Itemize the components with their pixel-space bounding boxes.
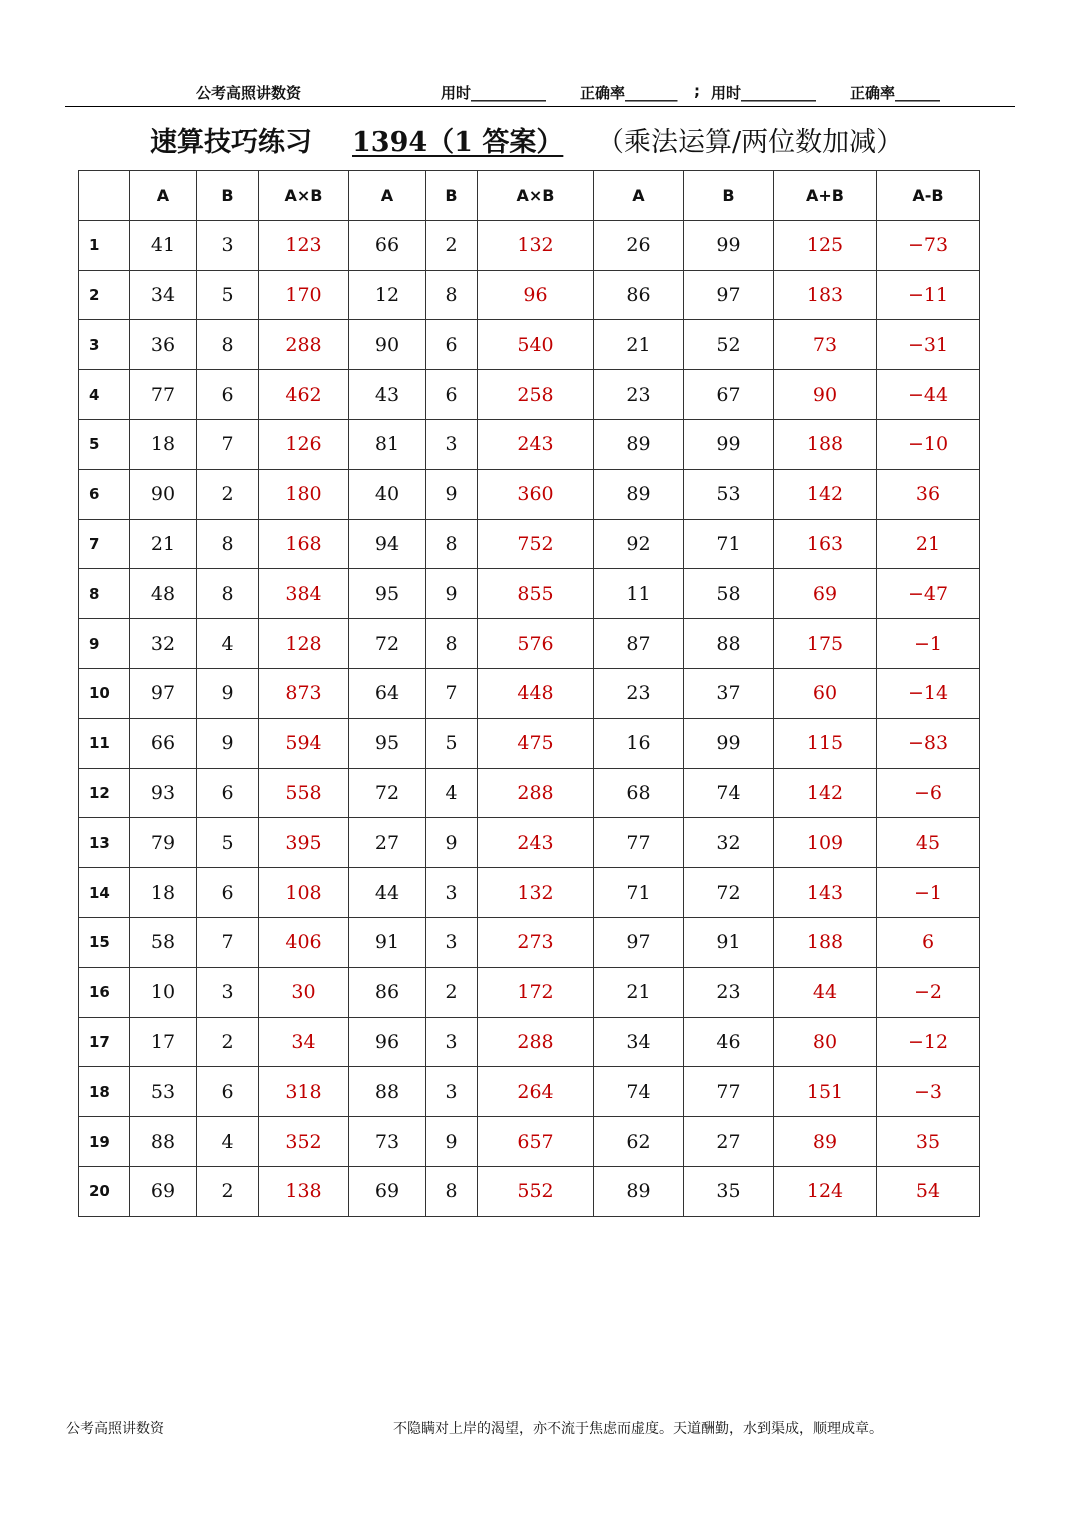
operand-cell: 9 — [426, 469, 478, 519]
footer-motto: 不隐瞒对上岸的渴望，亦不流于焦虑而虚度。天道酬勤，水到渠成，顺理成章。 — [393, 1421, 883, 1437]
table-row — [79, 619, 980, 669]
operand-cell: 8 — [197, 519, 259, 569]
operand-cell: 27 — [684, 1117, 774, 1167]
operand-cell: 8 — [197, 569, 259, 619]
answer-cell: 132 — [478, 868, 594, 918]
column-header — [79, 171, 130, 221]
answer-cell: 258 — [478, 370, 594, 420]
operand-cell: 2 — [197, 1017, 259, 1067]
table-row — [79, 569, 980, 619]
operand-cell: 34 — [594, 1017, 684, 1067]
operand-cell: 64 — [349, 668, 426, 718]
answer-cell: 128 — [259, 619, 349, 669]
operand-cell: 79 — [130, 818, 197, 868]
operand-cell: 7 — [426, 668, 478, 718]
table-body — [79, 220, 980, 1216]
accuracy-label-2: 正确率 — [850, 84, 896, 102]
operand-cell: 6 — [426, 320, 478, 370]
operand-cell: 9 — [197, 718, 259, 768]
answer-cell: −73 — [877, 220, 980, 270]
operand-cell: 77 — [130, 370, 197, 420]
column-header: A — [130, 171, 197, 221]
operand-cell: 68 — [594, 768, 684, 818]
row-number: 20 — [79, 1166, 130, 1216]
answer-cell: 873 — [259, 668, 349, 718]
operand-cell: 74 — [594, 1067, 684, 1117]
operand-cell: 72 — [684, 868, 774, 918]
worksheet-title — [0, 116, 1080, 160]
operand-cell: 21 — [594, 967, 684, 1017]
operand-cell: 12 — [349, 270, 426, 320]
operand-cell: 9 — [426, 818, 478, 868]
operand-cell: 77 — [594, 818, 684, 868]
answer-cell: 6 — [877, 917, 980, 967]
row-number: 16 — [79, 967, 130, 1017]
operand-cell: 94 — [349, 519, 426, 569]
column-header: A×B — [259, 171, 349, 221]
operand-cell: 2 — [426, 220, 478, 270]
answer-cell: 168 — [259, 519, 349, 569]
row-number: 1 — [79, 220, 130, 270]
table-row — [79, 370, 980, 420]
answer-cell: −83 — [877, 718, 980, 768]
answer-cell: 752 — [478, 519, 594, 569]
answer-cell: 163 — [774, 519, 877, 569]
operand-cell: 71 — [684, 519, 774, 569]
answer-cell: 448 — [478, 668, 594, 718]
table-row — [79, 868, 980, 918]
answer-cell: 123 — [259, 220, 349, 270]
operand-cell: 74 — [684, 768, 774, 818]
table-row — [79, 270, 980, 320]
operand-cell: 3 — [426, 917, 478, 967]
time-field-2: 用时__________ — [711, 84, 817, 102]
answer-cell: −47 — [877, 569, 980, 619]
row-number: 19 — [79, 1117, 130, 1167]
operand-cell: 35 — [684, 1166, 774, 1216]
footer-brand: 公考高照讲数资 — [66, 1421, 164, 1437]
operand-cell: 9 — [426, 569, 478, 619]
operand-cell: 32 — [130, 619, 197, 669]
column-header: A — [349, 171, 426, 221]
operand-cell: 81 — [349, 419, 426, 469]
operand-cell: 67 — [684, 370, 774, 420]
table-row — [79, 1166, 980, 1216]
operand-cell: 58 — [130, 917, 197, 967]
answer-cell: 36 — [877, 469, 980, 519]
answer-cell: −10 — [877, 419, 980, 469]
answer-cell: 124 — [774, 1166, 877, 1216]
answer-cell: 73 — [774, 320, 877, 370]
table-row — [79, 1067, 980, 1117]
row-number: 14 — [79, 868, 130, 918]
operand-cell: 8 — [197, 320, 259, 370]
answer-cell: 558 — [259, 768, 349, 818]
operand-cell: 18 — [130, 868, 197, 918]
answer-cell: −2 — [877, 967, 980, 1017]
operand-cell: 2 — [197, 469, 259, 519]
operand-cell: 66 — [349, 220, 426, 270]
answer-cell: −12 — [877, 1017, 980, 1067]
answer-cell: 475 — [478, 718, 594, 768]
operand-cell: 95 — [349, 569, 426, 619]
answer-cell: 69 — [774, 569, 877, 619]
operand-cell: 46 — [684, 1017, 774, 1067]
operand-cell: 99 — [684, 419, 774, 469]
operand-cell: 40 — [349, 469, 426, 519]
operand-cell: 6 — [197, 768, 259, 818]
table-header-row — [79, 171, 980, 221]
operand-cell: 89 — [594, 469, 684, 519]
operand-cell: 36 — [130, 320, 197, 370]
answer-cell: 594 — [259, 718, 349, 768]
answer-cell: 188 — [774, 917, 877, 967]
operand-cell: 5 — [197, 270, 259, 320]
column-header: A — [594, 171, 684, 221]
operand-cell: 3 — [197, 967, 259, 1017]
operand-cell: 48 — [130, 569, 197, 619]
answer-cell: 132 — [478, 220, 594, 270]
operand-cell: 17 — [130, 1017, 197, 1067]
answer-cell: 384 — [259, 569, 349, 619]
operand-cell: 6 — [426, 370, 478, 420]
answer-cell: 109 — [774, 818, 877, 868]
answer-cell: 243 — [478, 419, 594, 469]
operand-cell: 53 — [130, 1067, 197, 1117]
answer-cell: 96 — [478, 270, 594, 320]
time-field-1: 用时__________ — [441, 84, 547, 102]
operand-cell: 32 — [684, 818, 774, 868]
operand-cell: 97 — [130, 668, 197, 718]
table-row — [79, 220, 980, 270]
answer-cell: 175 — [774, 619, 877, 669]
header-separator: ; — [694, 82, 700, 100]
operand-cell: 90 — [349, 320, 426, 370]
title-topic: （乘法运算/两位数加减） — [597, 127, 904, 158]
accuracy-label-1: 正确率 — [580, 84, 626, 102]
operand-cell: 95 — [349, 718, 426, 768]
row-number: 13 — [79, 818, 130, 868]
accuracy-field-2: 正确率______ — [850, 84, 941, 102]
answer-cell: 395 — [259, 818, 349, 868]
operand-cell: 3 — [426, 1067, 478, 1117]
operand-cell: 3 — [426, 868, 478, 918]
operand-cell: 27 — [349, 818, 426, 868]
table-row — [79, 768, 980, 818]
answer-cell: 540 — [478, 320, 594, 370]
operand-cell: 3 — [426, 1017, 478, 1067]
operand-cell: 69 — [349, 1166, 426, 1216]
operand-cell: 4 — [197, 619, 259, 669]
column-header: A×B — [478, 171, 594, 221]
answer-cell: 60 — [774, 668, 877, 718]
operand-cell: 26 — [594, 220, 684, 270]
operand-cell: 21 — [130, 519, 197, 569]
answer-cell: 89 — [774, 1117, 877, 1167]
answer-cell: 115 — [774, 718, 877, 768]
operand-cell: 87 — [594, 619, 684, 669]
answer-cell: 855 — [478, 569, 594, 619]
operand-cell: 8 — [426, 270, 478, 320]
row-number: 10 — [79, 668, 130, 718]
operand-cell: 91 — [349, 917, 426, 967]
table-row — [79, 320, 980, 370]
row-number: 7 — [79, 519, 130, 569]
answer-cell: 288 — [259, 320, 349, 370]
answer-cell: 108 — [259, 868, 349, 918]
operand-cell: 9 — [197, 668, 259, 718]
operand-cell: 6 — [197, 868, 259, 918]
operand-cell: 69 — [130, 1166, 197, 1216]
operand-cell: 34 — [130, 270, 197, 320]
answer-cell: 80 — [774, 1017, 877, 1067]
answer-cell: −6 — [877, 768, 980, 818]
answer-cell: −44 — [877, 370, 980, 420]
operand-cell: 97 — [594, 917, 684, 967]
operand-cell: 21 — [594, 320, 684, 370]
table-row — [79, 818, 980, 868]
answer-cell: 143 — [774, 868, 877, 918]
operand-cell: 91 — [684, 917, 774, 967]
table-row — [79, 668, 980, 718]
operand-cell: 8 — [426, 619, 478, 669]
operand-cell: 10 — [130, 967, 197, 1017]
operand-cell: 2 — [197, 1166, 259, 1216]
answer-cell: −14 — [877, 668, 980, 718]
answer-cell: 243 — [478, 818, 594, 868]
answer-cell: −1 — [877, 619, 980, 669]
answer-cell: 21 — [877, 519, 980, 569]
operand-cell: 99 — [684, 718, 774, 768]
answer-cell: 288 — [478, 768, 594, 818]
operand-cell: 44 — [349, 868, 426, 918]
operand-cell: 88 — [130, 1117, 197, 1167]
operand-cell: 73 — [349, 1117, 426, 1167]
answer-cell: 172 — [478, 967, 594, 1017]
operand-cell: 62 — [594, 1117, 684, 1167]
operand-cell: 23 — [684, 967, 774, 1017]
operand-cell: 99 — [684, 220, 774, 270]
time-label-2: 用时 — [711, 84, 742, 102]
operand-cell: 88 — [684, 619, 774, 669]
answer-cell: 318 — [259, 1067, 349, 1117]
operand-cell: 86 — [594, 270, 684, 320]
operand-cell: 7 — [197, 419, 259, 469]
operand-cell: 18 — [130, 419, 197, 469]
operand-cell: 96 — [349, 1017, 426, 1067]
practice-table — [78, 170, 980, 1217]
operand-cell: 3 — [197, 220, 259, 270]
operand-cell: 8 — [426, 519, 478, 569]
operand-cell: 43 — [349, 370, 426, 420]
operand-cell: 23 — [594, 668, 684, 718]
answer-cell: 288 — [478, 1017, 594, 1067]
operand-cell: 16 — [594, 718, 684, 768]
header-brand: 公考高照讲数资 — [196, 84, 302, 102]
operand-cell: 86 — [349, 967, 426, 1017]
row-number: 3 — [79, 320, 130, 370]
answer-cell: −1 — [877, 868, 980, 918]
table-row — [79, 1017, 980, 1067]
row-number: 17 — [79, 1017, 130, 1067]
operand-cell: 97 — [684, 270, 774, 320]
operand-cell: 66 — [130, 718, 197, 768]
answer-cell: 34 — [259, 1017, 349, 1067]
row-number: 8 — [79, 569, 130, 619]
answer-cell: 657 — [478, 1117, 594, 1167]
table-row — [79, 1117, 980, 1167]
column-header: B — [426, 171, 478, 221]
operand-cell: 4 — [426, 768, 478, 818]
answer-cell: −11 — [877, 270, 980, 320]
row-number: 9 — [79, 619, 130, 669]
table-row — [79, 469, 980, 519]
operand-cell: 90 — [130, 469, 197, 519]
column-header: A-B — [877, 171, 980, 221]
row-number: 15 — [79, 917, 130, 967]
answer-cell: 44 — [774, 967, 877, 1017]
answer-cell: −31 — [877, 320, 980, 370]
operand-cell: 89 — [594, 419, 684, 469]
answer-cell: 360 — [478, 469, 594, 519]
operand-cell: 53 — [684, 469, 774, 519]
answer-cell: 90 — [774, 370, 877, 420]
answer-cell: 151 — [774, 1067, 877, 1117]
operand-cell: 8 — [426, 1166, 478, 1216]
operand-cell: 58 — [684, 569, 774, 619]
accuracy-field-1: 正确率_______ — [580, 84, 678, 102]
answer-cell: −3 — [877, 1067, 980, 1117]
operand-cell: 71 — [594, 868, 684, 918]
title-name: 速算技巧练习 — [150, 127, 312, 158]
answer-cell: 138 — [259, 1166, 349, 1216]
operand-cell: 52 — [684, 320, 774, 370]
operand-cell: 93 — [130, 768, 197, 818]
operand-cell: 2 — [426, 967, 478, 1017]
worksheet-header — [0, 80, 1080, 104]
row-number: 5 — [79, 419, 130, 469]
row-number: 4 — [79, 370, 130, 420]
answer-cell: 35 — [877, 1117, 980, 1167]
answer-cell: 45 — [877, 818, 980, 868]
answer-cell: 552 — [478, 1166, 594, 1216]
table-row — [79, 718, 980, 768]
operand-cell: 6 — [197, 1067, 259, 1117]
answer-cell: 406 — [259, 917, 349, 967]
answer-cell: 30 — [259, 967, 349, 1017]
operand-cell: 9 — [426, 1117, 478, 1167]
table-row — [79, 967, 980, 1017]
row-number: 6 — [79, 469, 130, 519]
table-row — [79, 419, 980, 469]
column-header: A+B — [774, 171, 877, 221]
page-footer — [0, 1418, 1080, 1440]
table-row — [79, 917, 980, 967]
operand-cell: 6 — [197, 370, 259, 420]
row-number: 2 — [79, 270, 130, 320]
table-row — [79, 519, 980, 569]
column-header: B — [684, 171, 774, 221]
answer-cell: 352 — [259, 1117, 349, 1167]
time-label-1: 用时 — [441, 84, 472, 102]
row-number: 18 — [79, 1067, 130, 1117]
answer-cell: 264 — [478, 1067, 594, 1117]
operand-cell: 89 — [594, 1166, 684, 1216]
operand-cell: 11 — [594, 569, 684, 619]
operand-cell: 72 — [349, 768, 426, 818]
operand-cell: 7 — [197, 917, 259, 967]
operand-cell: 5 — [197, 818, 259, 868]
answer-cell: 142 — [774, 768, 877, 818]
answer-cell: 576 — [478, 619, 594, 669]
operand-cell: 5 — [426, 718, 478, 768]
operand-cell: 72 — [349, 619, 426, 669]
answer-cell: 183 — [774, 270, 877, 320]
operand-cell: 4 — [197, 1117, 259, 1167]
answer-cell: 126 — [259, 419, 349, 469]
answer-cell: 180 — [259, 469, 349, 519]
column-header: B — [197, 171, 259, 221]
answer-cell: 142 — [774, 469, 877, 519]
operand-cell: 88 — [349, 1067, 426, 1117]
row-number: 12 — [79, 768, 130, 818]
answer-cell: 125 — [774, 220, 877, 270]
operand-cell: 77 — [684, 1067, 774, 1117]
answer-cell: 54 — [877, 1166, 980, 1216]
row-number: 11 — [79, 718, 130, 768]
answer-cell: 273 — [478, 917, 594, 967]
operand-cell: 41 — [130, 220, 197, 270]
header-rule — [65, 106, 1015, 107]
operand-cell: 37 — [684, 668, 774, 718]
answer-cell: 462 — [259, 370, 349, 420]
title-number: 1394（1 答案） — [352, 127, 564, 158]
answer-cell: 188 — [774, 419, 877, 469]
operand-cell: 3 — [426, 419, 478, 469]
answer-cell: 170 — [259, 270, 349, 320]
operand-cell: 92 — [594, 519, 684, 569]
operand-cell: 23 — [594, 370, 684, 420]
